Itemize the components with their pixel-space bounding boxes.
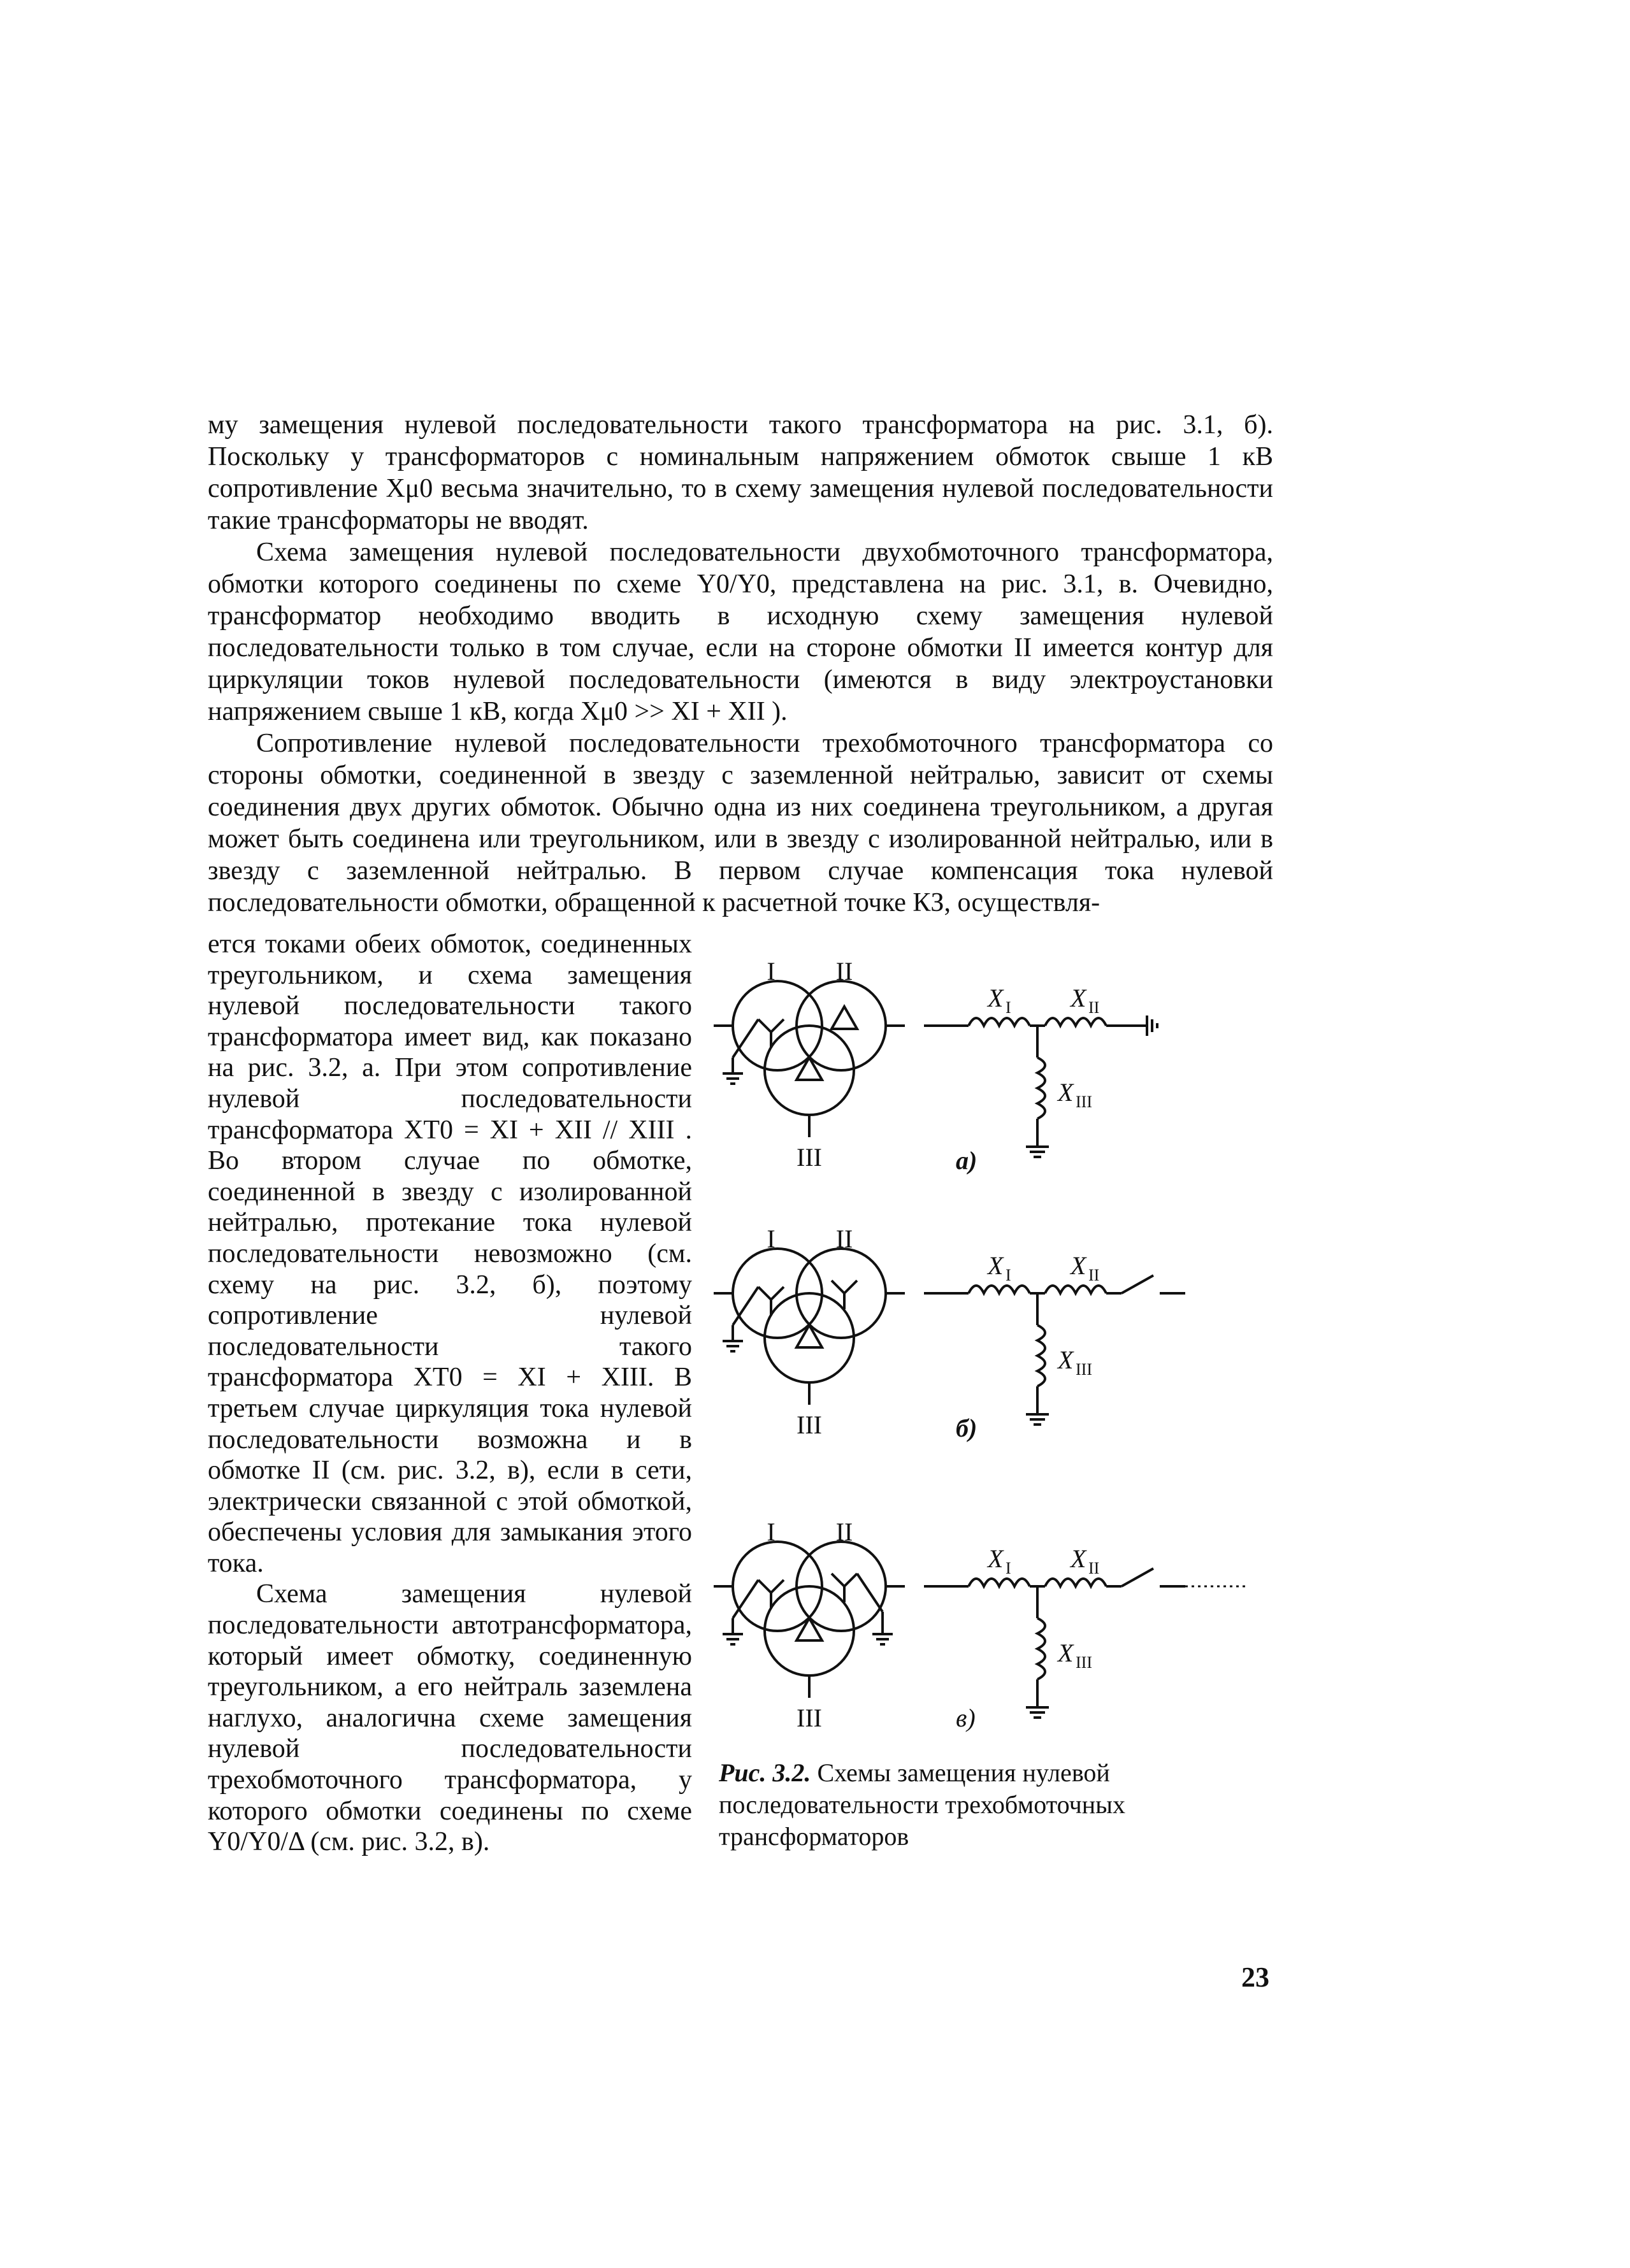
label-x2: X — [1071, 1251, 1086, 1280]
label-winding-II: II — [835, 1518, 853, 1546]
paragraph-block-2 — [208, 536, 1273, 728]
label-x3: X — [1058, 1346, 1074, 1374]
diagram-b — [714, 1223, 1287, 1465]
label-x3-sub: III — [1076, 1360, 1092, 1379]
paragraph-2: Схема замещения нулевой последовательности двухобмоточного трансформатора, обмотки которого соединены по схеме Y0/Y0, представлена на рис. 3.1, в. Очевидно, трансформатор необходимо вводить в исходную схему замещения нулевой последовательности только в том случае, если на стороне обмотки II имеется контур для циркуляции токов нулевой последовательности (имеются в виду электроустановки напряжением свыше 1 кВ, когда Xμ0 >> XI + XII ). — [208, 538, 1273, 726]
label-winding-III: III — [797, 1410, 822, 1439]
label-b: б) — [956, 1414, 977, 1442]
label-winding-III: III — [797, 1704, 822, 1732]
label-x2-sub: II — [1088, 1559, 1100, 1577]
label-x1: X — [988, 1251, 1004, 1280]
label-x3-sub: III — [1076, 1093, 1092, 1111]
label-x2: X — [1071, 1544, 1086, 1573]
label-x3: X — [1058, 1078, 1074, 1107]
label-x1-sub: I — [1006, 998, 1011, 1017]
paragraph-block-3 — [208, 728, 1273, 919]
label-x2-sub: II — [1088, 1266, 1100, 1284]
label-winding-I: I — [767, 1224, 775, 1253]
paragraph-4: Схема замещения нулевой последовательности автотрансформатора, который имеет обмотку, соединенную треугольником, а его нейтраль заземлена наглухо, аналогична схеме замещения нулевой последовательности трехобмоточного трансформатора, у которого обмотки соединены по схеме Y0/Y0/Δ (см. рис. 3.2, в). — [208, 1579, 692, 1857]
paragraph-1: му замещения нулевой последовательности такого трансформатора на рис. 3.1, б). Поскольку у трансформаторов с номинальным напряжением обмоток свыше 1 кВ сопротивление Xμ0 весьма значительно, то в схему замещения нулевой последовательности такие трансформаторы не вводят. — [208, 410, 1273, 535]
diagram-a — [714, 956, 1287, 1198]
caption-figure-number: Рис. 3.2. — [719, 1758, 811, 1787]
label-x3-sub: III — [1076, 1653, 1092, 1672]
label-a: а) — [956, 1146, 977, 1175]
label-winding-II: II — [835, 957, 853, 986]
label-x2: X — [1071, 984, 1086, 1012]
label-x1-sub: I — [1006, 1559, 1011, 1577]
paragraph-3-continued: ется токами обеих обмоток, соединенных треугольником, и схема замещения нулевой последовательности такого трансформатора имеет вид, как показано на рис. 3.2, а. При этом сопротивление нулевой последовательности трансформатора XT0 = XI + XII // XIII . Во втором случае по обмотке, соединенной в звезду с изолированной нейтралью, протекание тока нулевой последовательности невозможно (см. схему на рис. 3.2, б), поэтому сопротивление нулевой последовательности такого трансформатора XT0 = XI + XIII. В третьем случае циркуляция тока нулевой последовательности возможна и в обмотке II (см. рис. 3.2, в), если в сети, электрически связанной с этой обмоткой, обеспечены условия для замыкания этого тока. — [208, 929, 692, 1578]
left-column-text — [208, 929, 692, 1858]
label-x2-sub: II — [1088, 998, 1100, 1017]
label-winding-II: II — [835, 1224, 853, 1253]
label-winding-I: I — [767, 1518, 775, 1546]
label-x1-sub: I — [1006, 1266, 1011, 1284]
page-number: 23 — [1241, 1962, 1269, 1993]
label-winding-III: III — [797, 1143, 822, 1172]
diagram-c — [714, 1516, 1287, 1746]
paragraph-3: Сопротивление нулевой последовательности трехобмоточного трансформатора со стороны обмотки, соединенной в звезду с заземленной нейтралью, зависит от схемы соединения двух других обмоток. Обычно одна из них соединена треугольником, а другая может быть соединена или треугольником, или в звезду с изолированной нейтралью, или в звезду с заземленной нейтралью. В первом случае компенсация тока нулевой последовательности обмотки, обращенной к расчетной точке КЗ, осуществля- — [208, 729, 1273, 917]
figure-caption — [719, 1757, 1273, 1853]
label-x3: X — [1058, 1639, 1074, 1667]
paragraph-top — [208, 409, 1273, 536]
label-x1: X — [988, 1544, 1004, 1573]
caption-text: Схемы замещения нулевой последовательности трехобмоточных трансформаторов — [719, 1758, 1125, 1851]
label-c: в) — [956, 1704, 976, 1732]
label-winding-I: I — [767, 957, 775, 986]
label-x1: X — [988, 984, 1004, 1012]
